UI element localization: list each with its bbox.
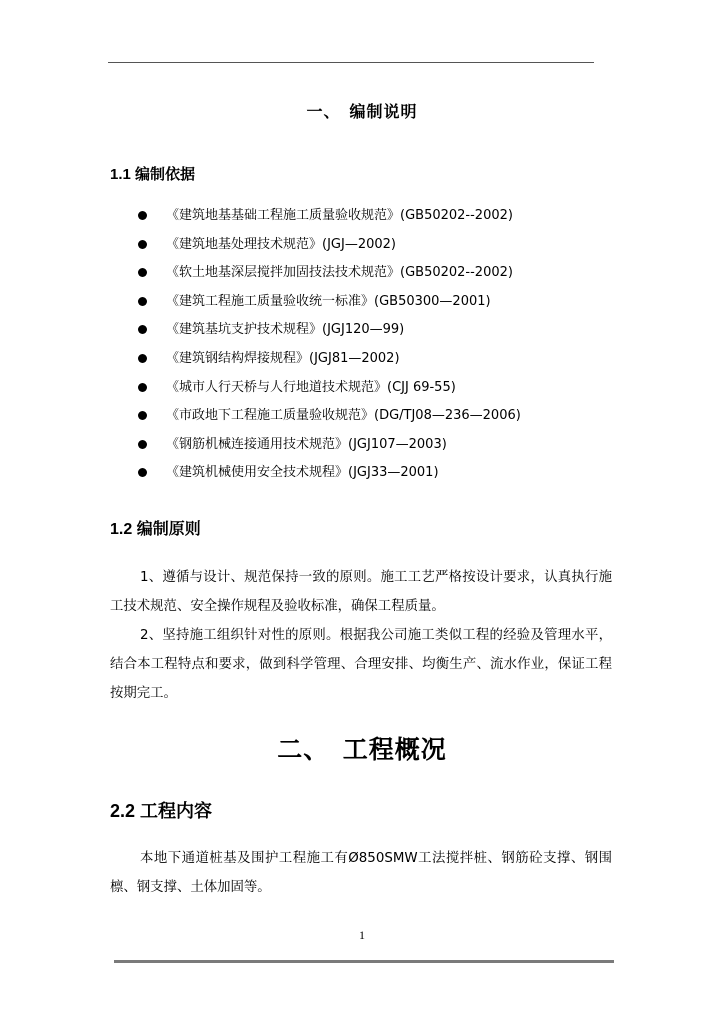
bullet-icon — [138, 268, 147, 277]
bullet-icon — [138, 383, 147, 392]
list-item: 《市政地下工程施工质量验收规范》(DG/TJ08—236—2006) — [110, 406, 610, 435]
list-item: 《建筑工程施工质量验收统一标准》(GB50300—2001) — [110, 292, 610, 321]
bullet-icon — [138, 297, 147, 306]
content-paragraph: 本地下通道桩基及围护工程施工有Ø850SMW工法搅拌桩、钢筋砼支撑、钢围檩、钢支撑、土体加固等。 — [110, 851, 612, 895]
list-item: 《建筑钢结构焊接规程》(JGJ81—2002) — [110, 349, 610, 378]
list-item: 《软土地基深层搅拌加固技法技术规范》(GB50202--2002) — [110, 263, 610, 292]
list-item: 《建筑基坑支护技术规程》(JGJ120—99) — [110, 320, 610, 349]
bullet-icon — [138, 240, 147, 249]
bullet-icon — [138, 468, 147, 477]
principles-heading: 1.2 编制原则 — [110, 521, 201, 538]
principle-1: 1、遵循与设计、规范保持一致的原则。施工工艺严格按设计要求，认真执行施工技术规范、安全操作规程及验收标准，确保工程质量。 — [110, 570, 612, 614]
list-item: 《钢筋机械连接通用技术规范》(JGJ107—2003) — [110, 435, 610, 464]
header-rule — [108, 62, 594, 63]
bullet-icon — [138, 354, 147, 363]
bullet-icon — [138, 211, 147, 220]
list-item: 《建筑地基基础工程施工质量验收规范》(GB50202--2002) — [110, 206, 610, 235]
principle-2: 2、坚持施工组织针对性的原则。根据我公司施工类似工程的经验及管理水平，结合本工程特点和要求，做到科学管理、合理安排、均衡生产、流水作业，保证工程按期完工。 — [110, 628, 612, 701]
bullet-icon — [138, 411, 147, 420]
section-2-title: 二、 工程概况 — [277, 735, 447, 764]
list-item: 《建筑地基处理技术规范》(JGJ—2002) — [110, 235, 610, 264]
bullet-icon — [138, 440, 147, 449]
section-1-title: 一、 编制说明 — [306, 102, 418, 121]
page-number: 1 — [359, 928, 365, 942]
list-item: 《建筑机械使用安全技术规程》(JGJ33—2001) — [110, 463, 610, 492]
list-item: 《城市人行天桥与人行地道技术规范》(CJJ 69-55) — [110, 378, 610, 407]
reference-list — [110, 206, 610, 492]
content-heading: 2.2 工程内容 — [110, 801, 213, 821]
footer-rule — [114, 960, 614, 963]
basis-heading: 1.1 编制依据 — [110, 166, 196, 183]
bullet-icon — [138, 325, 147, 334]
